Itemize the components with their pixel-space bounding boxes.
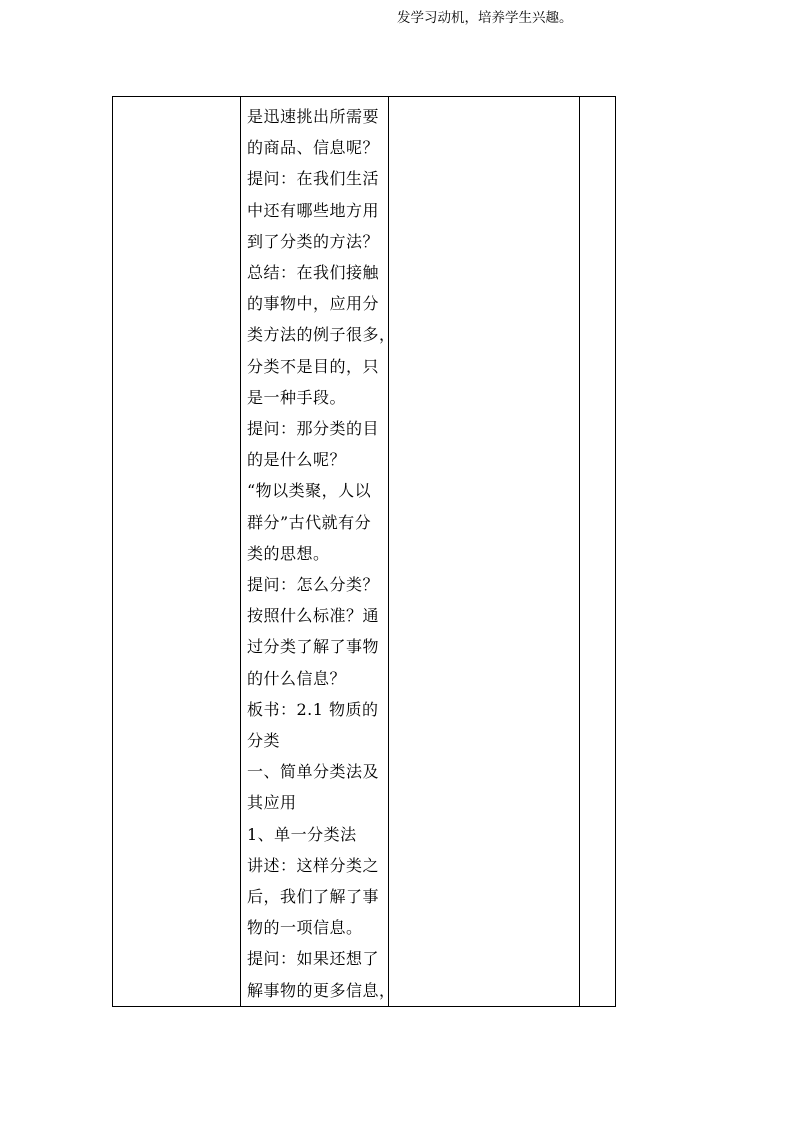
design-intent-text: 发学习动机，培养学生兴趣。 (397, 10, 573, 26)
content-line: 是一种手段。 (247, 387, 347, 407)
table-row (113, 97, 616, 1007)
content-line: 提问：那分类的目 (247, 419, 380, 439)
content-line: 类的思想。 (247, 543, 330, 563)
teacher-activity-text (241, 97, 396, 1006)
content-line: 过分类了解了事物 (247, 637, 380, 657)
content-line: 按照什么标准？通 (247, 606, 380, 626)
content-line: 到了分类的方法？ (247, 231, 380, 251)
content-line: 提问：在我们生活 (247, 169, 380, 189)
content-line: “物以类聚，人以 (247, 481, 372, 501)
content-line: 分类不是目的，只 (247, 356, 380, 376)
content-line: 总结：在我们接触 (247, 263, 380, 283)
content-line: 群分”古代就有分 (247, 512, 372, 532)
teacher-activity-cell (241, 97, 396, 1007)
content-line: 提问：怎么分类？ (247, 575, 380, 595)
content-line: 中还有哪些地方用 (247, 200, 380, 220)
stage-cell (113, 97, 241, 1007)
content-line: 讲述：这样分类之 (247, 855, 380, 875)
content-line: 的商品、信息呢？ (247, 138, 380, 158)
content-line: 的什么信息？ (247, 668, 347, 688)
lesson-plan-table (112, 10, 616, 1007)
content-line: 提问：如果还想了 (247, 949, 380, 969)
content-line: 的是什么呢？ (247, 450, 347, 470)
content-line: 物的一项信息。 (247, 918, 363, 938)
content-line: 解事物的更多信息， (247, 980, 396, 1000)
design-intent-cell (389, 10, 580, 1007)
content-line: 类方法的例子很多， (247, 325, 396, 345)
content-line: 板书：2.1 物质的 (247, 699, 379, 719)
notes-cell (580, 97, 616, 1007)
content-line: 分类 (247, 731, 281, 751)
content-line: 一、简单分类法及 (247, 762, 380, 782)
content-line: 的事物中，应用分 (247, 294, 380, 314)
content-line: 后，我们了解了事 (247, 887, 380, 907)
content-line: 是迅速挑出所需要 (247, 107, 380, 126)
content-line: 其应用 (247, 793, 297, 813)
content-line: 1、单一分类法 (247, 824, 357, 844)
